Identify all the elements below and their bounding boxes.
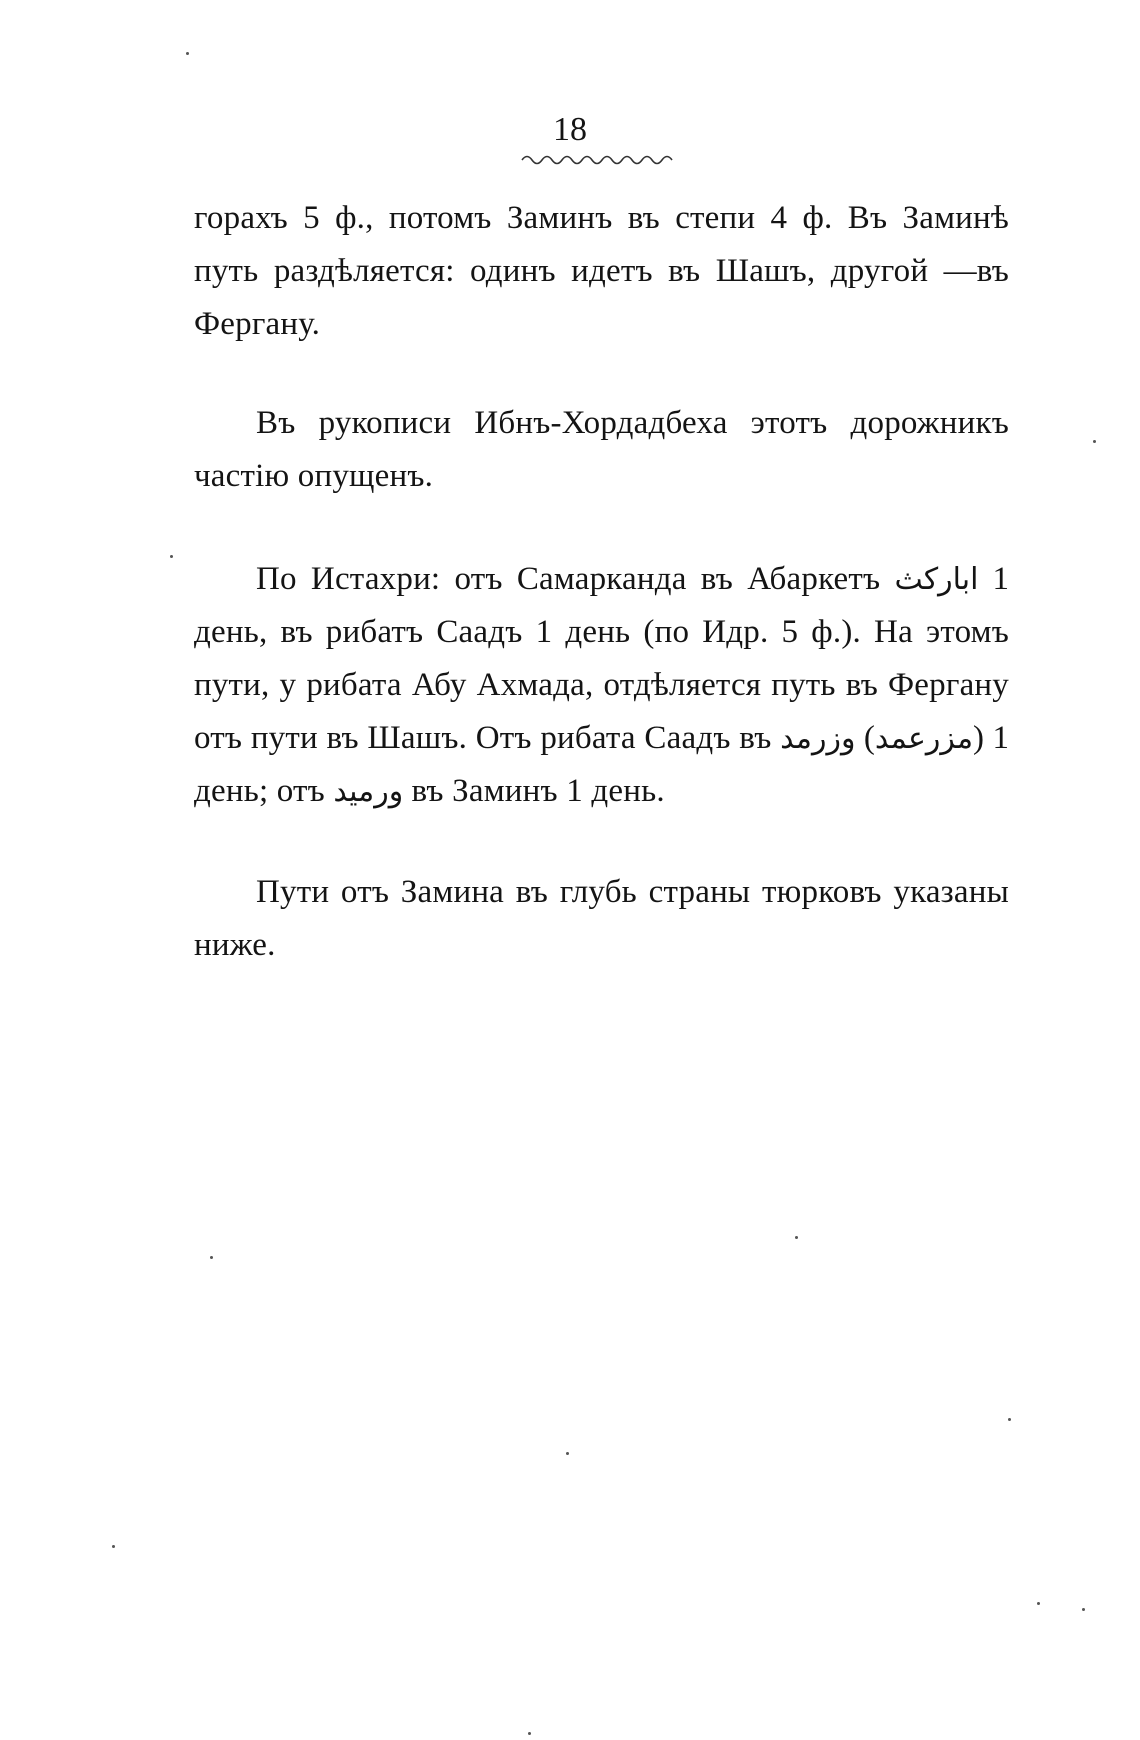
paragraph-3 — [194, 553, 1009, 818]
paper-speck — [1008, 1418, 1011, 1421]
paper-speck — [1093, 440, 1096, 443]
paper-speck — [170, 555, 173, 558]
wavy-ornament-divider — [520, 152, 680, 166]
paragraph-3-text-a: По Истахри: отъ Самарканда въ Абаркетъ — [256, 561, 895, 597]
paragraph-4: Пути отъ Замина въ глубь страны тюрковъ указаны ниже. — [194, 874, 1009, 963]
paper-speck — [210, 1256, 213, 1259]
paper-speck — [795, 1236, 798, 1239]
arabic-word-3: ورمید — [333, 774, 404, 809]
arabic-word-2: مزرعمد — [874, 721, 974, 756]
paper-speck — [1082, 1608, 1085, 1611]
paper-speck — [1037, 1602, 1040, 1605]
paragraph-2: Въ рукописи Ибнъ-Хордадбеха этотъ дорожникъ частію опущенъ. — [194, 405, 1009, 494]
paragraph-3-text-e: въ Заминъ 1 день. — [403, 773, 665, 809]
arabic-word-1: وزرمد — [780, 721, 856, 756]
paper-speck — [112, 1545, 115, 1548]
page-number: 18 — [553, 111, 587, 148]
body-text — [194, 192, 1009, 972]
paragraph-3-text-b: 1 день, въ рибатъ Саадъ 1 день (по Идр. 5 ф.). На этомъ пути, у рибата Абу Ахмада, отдѣляется путь въ Фергану отъ пути въ Шашъ. Отъ рибата Саадъ въ — [194, 561, 1009, 756]
paper-speck — [566, 1452, 569, 1455]
paper-speck — [528, 1732, 531, 1735]
paragraph-1: горахъ 5 ф., потомъ Заминъ въ степи 4 ф. Въ Заминѣ путь раздѣляется: одинъ идетъ въ Шашъ, другой —въ Фергану. — [194, 200, 1009, 342]
paragraph-3-text-c: ( — [855, 720, 875, 756]
paper-speck — [186, 52, 189, 55]
arabic-word-abarket: ابارکث — [894, 562, 979, 597]
paragraph-3-text-d: ) 1 день; отъ — [194, 720, 1009, 809]
